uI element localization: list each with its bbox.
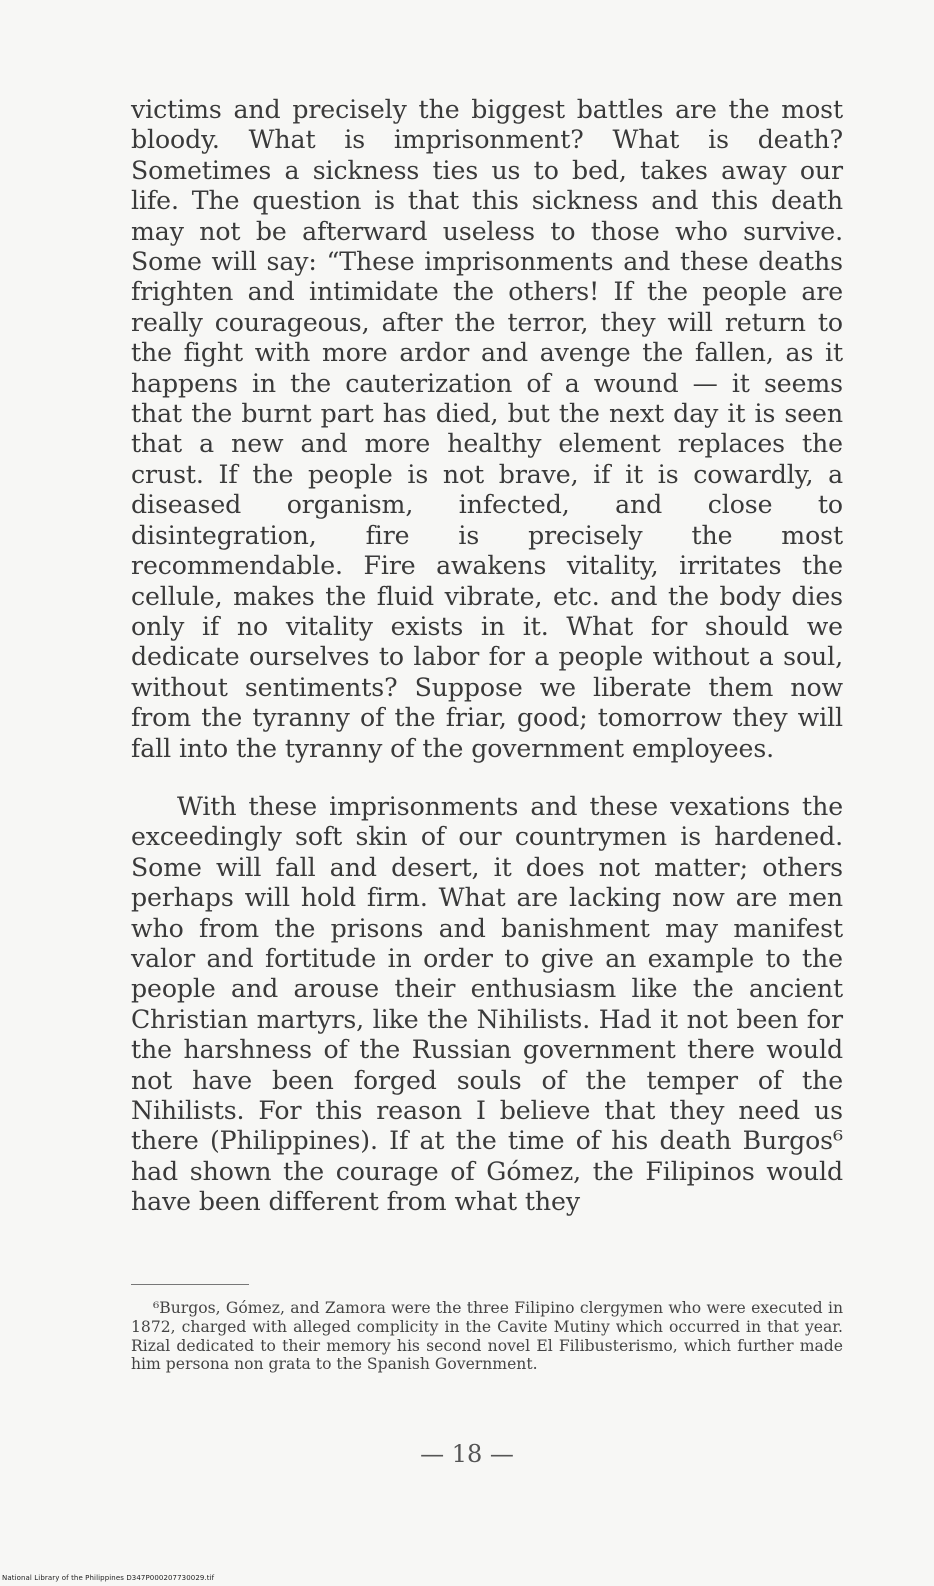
footnote: ⁶Burgos, Gómez, and Zamora were the three Filipino clergymen who were executed in 1872, charged with alleged complicity in the Cavite Mutiny which occurred in that year. Rizal dedicated to their memory his second novel El Filibusterismo, which further made him persona non grata to the Spanish Government. bbox=[131, 1299, 843, 1374]
footnote-divider bbox=[131, 1284, 249, 1285]
scan-credit: National Library of the Philippines D347P000207730029.tif bbox=[2, 1574, 215, 1582]
body-paragraph-1: victims and precisely the biggest battles are the most bloody. What is imprisonment? What is death? Sometimes a sickness ties us to bed, takes away our life. The question is that this sickness and this death may not be afterward useless to those who survive. Some will say: “These imprisonments and these deaths frighten and intimidate the others! If the people are really courageous, after the terror, they will return to the fight with more ardor and avenge the fallen, as it happens in the cauterization of a wound — it seems that the burnt part has died, but the next day it is seen that a new and more healthy element replaces the crust. If the people is not brave, if it is cowardly, a diseased organism, infected, and close to disintegration, fire is precisely the most recommendable. Fire awakens vitality, irritates the cellule, makes the fluid vibrate, etc. and the body dies only if no vitality exists in it. What for should we dedicate ourselves to labor for a people without a soul, without sentiments? Suppose we liberate them now from the tyranny of the friar, good; tomorrow they will fall into the tyranny of the government employees. bbox=[131, 95, 843, 763]
page-number: — 18 — bbox=[420, 1440, 514, 1468]
page-body bbox=[131, 95, 843, 1218]
body-paragraph-2: With these imprisonments and these vexations the exceedingly soft skin of our countrymen is hardened. Some will fall and desert, it does not matter; others perhaps will hold firm. What are lacking now are men who from the prisons and banishment may manifest valor and fortitude in order to give an example to the people and arouse their enthusiasm like the ancient Christian martyrs, like the Nihilists. Had it not been for the harshness of the Russian government there would not have been forged souls of the temper of the Nihilists. For this reason I believe that they need us there (Philippines). If at the time of his death Burgos⁶ had shown the courage of Gómez, the Filipinos would have been different from what they bbox=[131, 791, 843, 1217]
